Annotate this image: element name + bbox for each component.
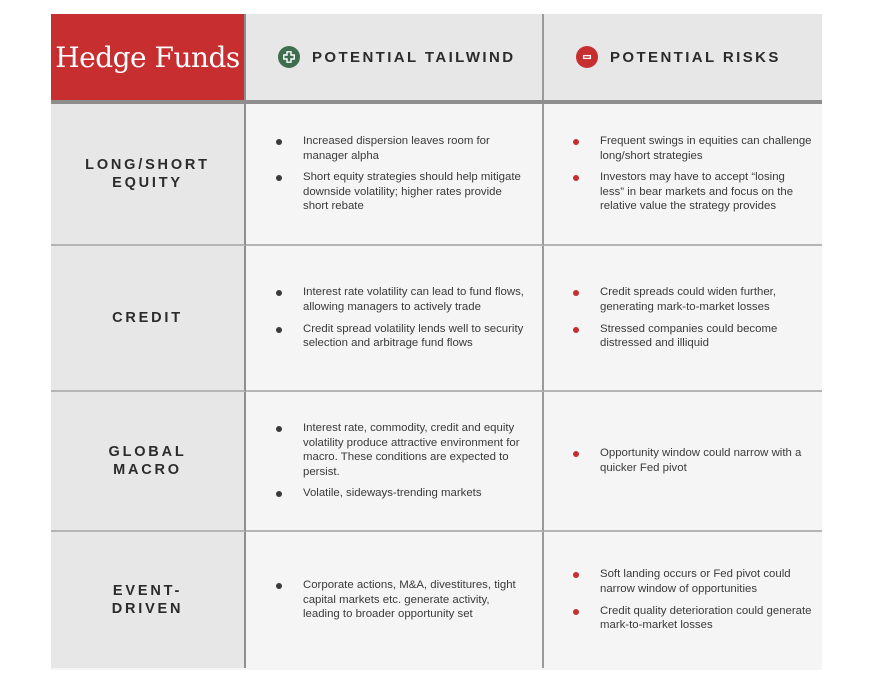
strategy-name: LONG/SHORT EQUITY bbox=[85, 157, 210, 191]
row-header bbox=[51, 392, 246, 532]
bullet-text: Volatile, sideways-trending markets bbox=[303, 487, 482, 500]
risks-cell bbox=[544, 104, 822, 246]
bullet-text: Corporate actions, M&A, divestitures, tight capital markets etc. generate activity, leading to broader opportunity set bbox=[303, 579, 516, 621]
list-item bbox=[276, 322, 528, 351]
list-item bbox=[276, 486, 528, 501]
bullet-icon bbox=[573, 139, 579, 145]
bullet-text: Opportunity window could narrow with a quicker Fed pivot bbox=[600, 447, 802, 474]
bullet-text: Short equity strategies should help mitigate downside volatility; higher rates provide short rebate bbox=[303, 171, 521, 213]
bullet-text: Soft landing occurs or Fed pivot could narrow window of opportunities bbox=[600, 568, 791, 595]
bullet-icon bbox=[573, 451, 579, 457]
bullet-text: Investors may have to accept “losing less” in bear markets and focus on the relative value the strategy provides bbox=[600, 171, 794, 213]
risks-cell bbox=[544, 532, 822, 668]
tailwind-cell bbox=[246, 532, 544, 668]
list-item bbox=[573, 567, 812, 596]
strategy-name: CREDIT bbox=[112, 310, 183, 326]
bullet-icon bbox=[573, 572, 579, 578]
minus-circle-icon bbox=[576, 46, 598, 68]
risks-cell bbox=[544, 246, 822, 392]
list-item bbox=[276, 285, 528, 314]
bullet-icon bbox=[573, 609, 579, 615]
bullet-text: Increased dispersion leaves room for manager alpha bbox=[303, 135, 490, 162]
list-item bbox=[276, 170, 528, 214]
bullet-text: Frequent swings in equities can challenge long/short strategies bbox=[600, 135, 812, 162]
tailwind-cell bbox=[246, 104, 544, 246]
bullet-icon bbox=[276, 327, 282, 333]
list-item bbox=[573, 170, 812, 214]
plus-circle-icon bbox=[278, 46, 300, 68]
row-header bbox=[51, 104, 246, 246]
list-item bbox=[573, 322, 812, 351]
bullet-text: Credit quality deterioration could generate mark-to-market losses bbox=[600, 604, 812, 632]
bullet-icon bbox=[276, 290, 282, 296]
list-item bbox=[276, 578, 528, 622]
bullet-icon bbox=[573, 290, 579, 296]
strategy-name: EVENT- DRIVEN bbox=[111, 583, 184, 617]
list-item bbox=[276, 134, 528, 163]
hedge-funds-table bbox=[51, 14, 822, 670]
risks-cell-list bbox=[573, 134, 812, 214]
risks-cell-list bbox=[573, 285, 812, 350]
list-item bbox=[573, 446, 812, 475]
bullet-icon bbox=[573, 175, 579, 181]
row-header bbox=[51, 246, 246, 392]
risks-column-header bbox=[544, 14, 822, 100]
page-title: Hedge Funds bbox=[55, 40, 240, 74]
tailwind-cell-list bbox=[276, 578, 528, 622]
bullet-text: Interest rate, commodity, credit and equity volatility produce attractive environment for macro. These conditions are expected to persist. bbox=[303, 422, 520, 478]
list-item bbox=[276, 421, 528, 479]
tailwind-cell-list bbox=[276, 421, 528, 501]
tailwind-cell-list bbox=[276, 285, 528, 350]
tailwind-column-label: POTENTIAL TAILWIND bbox=[312, 48, 516, 66]
bullet-text: Credit spread volatility lends well to security selection and arbitrage fund flows bbox=[303, 322, 524, 350]
list-item bbox=[573, 134, 812, 163]
risks-cell-list bbox=[573, 446, 812, 475]
row-header bbox=[51, 532, 246, 668]
risks-cell-list bbox=[573, 567, 812, 632]
tailwind-cell-list bbox=[276, 134, 528, 214]
risks-column-label: POTENTIAL RISKS bbox=[610, 48, 781, 66]
bullet-icon bbox=[276, 583, 282, 589]
tailwind-column-header bbox=[246, 14, 544, 100]
list-item bbox=[573, 285, 812, 314]
bullet-icon bbox=[276, 491, 282, 497]
bullet-text: Interest rate volatility can lead to fund flows, allowing managers to actively trade bbox=[303, 286, 524, 313]
strategy-name: GLOBAL MACRO bbox=[108, 444, 187, 478]
bullet-icon bbox=[276, 426, 282, 432]
bullet-icon bbox=[276, 175, 282, 181]
bullet-icon bbox=[573, 327, 579, 333]
title-cell bbox=[51, 14, 246, 100]
bullet-text: Stressed companies could become distressed and illiquid bbox=[600, 322, 778, 350]
bullet-text: Credit spreads could widen further, generating mark-to-market losses bbox=[600, 286, 777, 313]
tailwind-cell bbox=[246, 392, 544, 532]
list-item bbox=[573, 604, 812, 633]
risks-cell bbox=[544, 392, 822, 532]
bullet-icon bbox=[276, 139, 282, 145]
tailwind-cell bbox=[246, 246, 544, 392]
